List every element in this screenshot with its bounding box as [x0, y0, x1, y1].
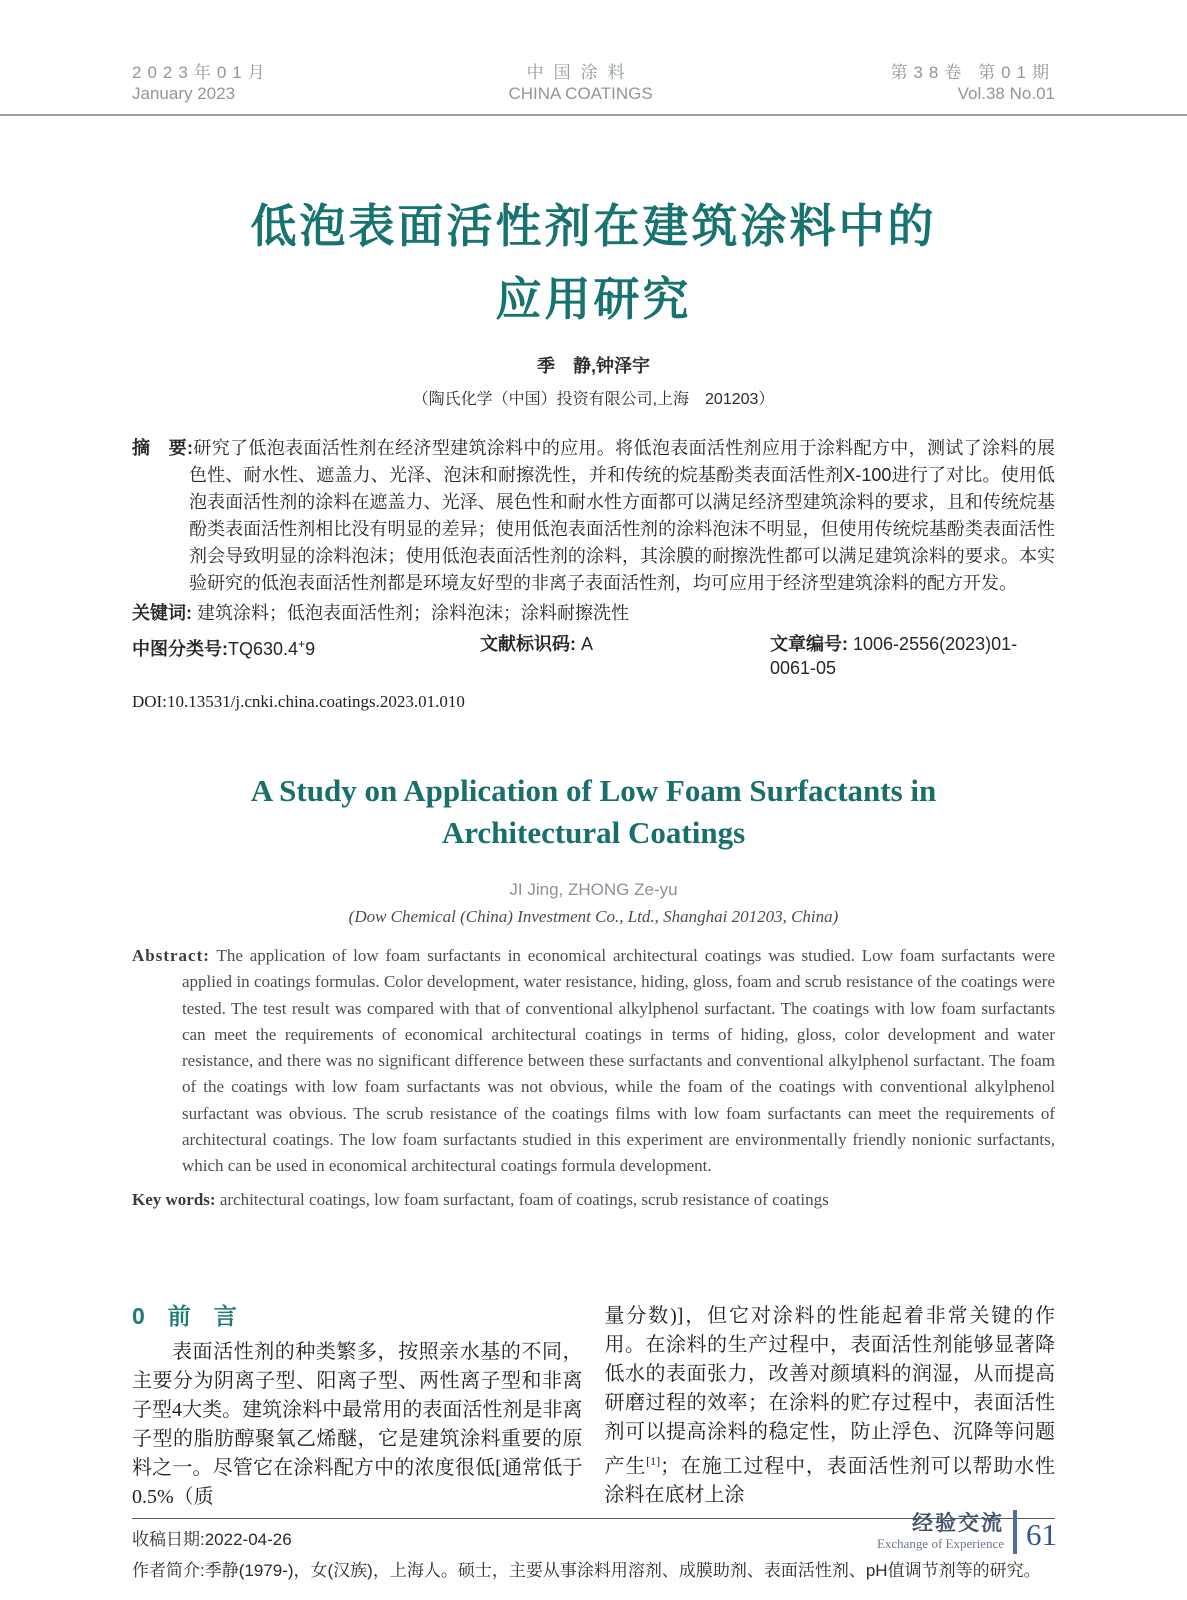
page-marker	[877, 1510, 1057, 1554]
volume-issue-en: Vol.38 No.01	[957, 84, 1055, 103]
journal-name-cn: 中国涂料	[526, 63, 635, 82]
section-name-cn: 经验交流	[912, 1512, 1004, 1535]
masthead-date	[132, 62, 271, 104]
keywords-en	[132, 1190, 1055, 1210]
section-name-en: Exchange of Experience	[876, 1536, 1004, 1551]
doc-code-value: A	[581, 634, 594, 654]
clc-label: 中图分类号:	[132, 639, 228, 659]
doc-code-label: 文献标识码:	[480, 634, 576, 654]
reference-marker-1: [1]	[646, 1453, 661, 1468]
footer-divider-bar	[1013, 1510, 1017, 1554]
clc-tail: 9	[305, 639, 316, 659]
intro-right-text-2: ；在施工过程中，表面活性剂可以帮助水性涂料在底材上涂	[604, 1455, 1056, 1507]
keywords-cn-text: 建筑涂料；低泡表面活性剂；涂料泡沫；涂料耐擦洗性	[197, 603, 630, 623]
issue-date-en: January 2023	[132, 84, 236, 103]
abstract-en-label: Abstract:	[132, 946, 210, 965]
intro-right-column	[605, 1302, 1056, 1512]
keywords-cn	[132, 600, 1055, 626]
affiliation-cn: （陶氏化学（中国）投资有限公司,上海 201203）	[412, 391, 775, 408]
article-no-value: 1006-2556(2023)01-0061-05	[770, 634, 1018, 678]
journal-name-en: CHINA COATINGS	[508, 84, 653, 103]
intro-paragraph-right	[605, 1302, 1056, 1511]
abstract-cn-label: 摘 要:	[132, 438, 194, 458]
doi: DOI:10.13531/j.cnki.china.coatings.2023.01.010	[132, 692, 465, 711]
keywords-en-text: architectural coatings, low foam surfactant, foam of coatings, scrub resistance of coatings	[219, 1189, 829, 1209]
page-number: 61	[1026, 1517, 1057, 1552]
intro-left-column	[132, 1302, 583, 1512]
masthead-volume	[890, 62, 1055, 104]
article-no-item	[770, 632, 1055, 680]
article-title-cn-line2: 应用研究	[495, 273, 692, 325]
introduction-section	[132, 1302, 1055, 1512]
abstract-cn	[132, 435, 1055, 597]
volume-issue-cn: 第38卷 第01期	[890, 63, 1055, 82]
article-title-cn	[132, 190, 1055, 336]
keywords-cn-label: 关键词:	[132, 603, 192, 623]
article-title-cn-line1: 低泡表面活性剂在建筑涂料中的	[250, 200, 937, 252]
author-biography: 作者简介:季静(1979-)，女(汉族)，上海人。硕士，主要从事涂料用溶剂、成膜助剂、表面活性剂、pH值调节剂等的研究。	[132, 1560, 1041, 1580]
intro-paragraph-left: 表面活性剂的种类繁多，按照亲水基的不同，主要分为阴离子型、阳离子型、两性离子型和非离子型4大类。建筑涂料中最常用的表面活性剂是非离子型的脂肪醇聚氧乙烯醚，它是建筑涂料重要的原料之一。尽管它在涂料配方中的浓度很低[通常低于0.5%（质	[132, 1340, 583, 1508]
article-title-en-line1: A Study on Application of Low Foam Surfactants in	[250, 773, 937, 808]
doc-code-item	[480, 632, 770, 680]
column-section-name	[877, 1512, 1004, 1552]
received-date: 收稿日期:2022-04-26	[132, 1529, 292, 1549]
article-title-en-line2: Architectural Coatings	[441, 815, 746, 850]
affiliation-en: (Dow Chemical (China) Investment Co., Ltd., Shanghai 201203, China)	[348, 907, 839, 926]
classification-row	[132, 632, 1055, 680]
authors-cn: 季 静,钟泽宇	[536, 356, 650, 376]
journal-masthead	[0, 0, 1187, 116]
abstract-en-text: The application of low foam surfactants in economical architectural coatings was studied. Low foam surfactants were applied in coatings formulas. Color development, water resistance, hiding, gloss, foam and scrub resistance of the coatings were tested. The test result was compared with that of conventional alkylphenol surfactant. The coatings with low foam surfactants can meet the requirements of economical architectural coatings in terms of hiding, gloss, color development and water resistance, and there was no significant difference between these surfactants and conventional alkylphenol surfactant. The foam of the coatings with low foam surfactants was not obvious, while the foam of the coatings with conventional alkylphenol surfactant was obvious. The scrub resistance of the coatings films with low foam surfactants can meet the requirements of architectural coatings. The low foam surfactants studied in this experiment are environmentally friendly nonionic surfactants, which can be used in economical architectural coatings formula development.	[182, 946, 1056, 1176]
masthead-journal-name	[508, 62, 652, 104]
abstract-en	[132, 943, 1055, 1180]
intro-right-text-1: 量分数)]，但它对涂料的性能起着非常关键的作用。在涂料的生产过程中，表面活性剂能够显著降低水的表面张力，改善对颜填料的润湿，从而提高研磨过程的效率；在涂料的贮存过程中，表面活性剂可以提高涂料的稳定性，防止浮色、沉降等问题产生	[604, 1304, 1055, 1478]
clc-value: TQ630.4	[228, 639, 299, 659]
section-heading-foreword: 0 前 言	[132, 1302, 237, 1329]
clc-superscript: +	[298, 637, 306, 651]
keywords-en-label: Key words:	[132, 1189, 216, 1209]
clc-item	[132, 632, 480, 680]
issue-date-cn: 2023年01月	[132, 63, 271, 82]
article-no-label: 文章编号:	[770, 634, 848, 654]
article-content	[0, 190, 1187, 1582]
article-title-en	[132, 770, 1055, 854]
authors-en: JI Jing, ZHONG Ze-yu	[509, 880, 678, 899]
abstract-cn-text: 研究了低泡表面活性剂在经济型建筑涂料中的应用。将低泡表面活性剂应用于涂料配方中，测试了涂料的展色性、耐水性、遮盖力、光泽、泡沫和耐擦洗性，并和传统的烷基酚类表面活性剂X-100进行了对比。使用低泡表面活性剂的涂料在遮盖力、光泽、展色性和耐水性方面都可以满足经济型建筑涂料的要求，且和传统烷基酚类表面活性剂相比没有明显的差异；使用低泡表面活性剂的涂料泡沫不明显，但使用传统烷基酚类表面活性剂会导致明显的涂料泡沫；使用低泡表面活性剂的涂料，其涂膜的耐擦洗性都可以满足建筑涂料的要求。本实验研究的低泡表面活性剂都是环境友好型的非离子表面活性剂，均可应用于经济型建筑涂料的配方开发。	[189, 438, 1055, 593]
